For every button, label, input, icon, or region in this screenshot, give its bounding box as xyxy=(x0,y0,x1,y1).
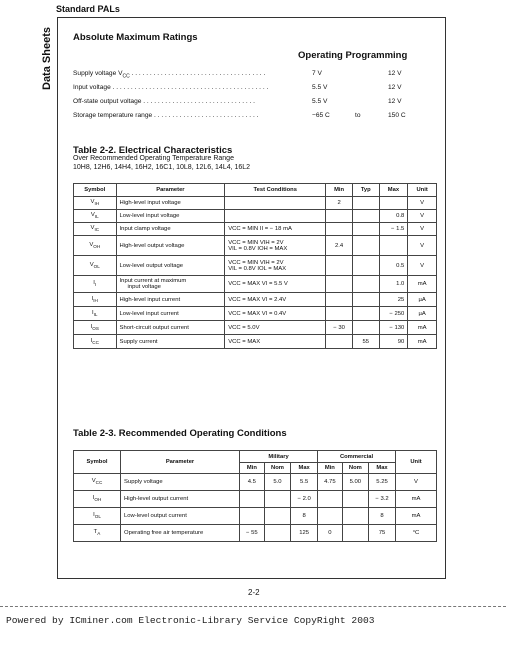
symbol-cell xyxy=(74,321,117,335)
electrical-characteristics-table xyxy=(73,183,437,349)
m-max-cell: 8 xyxy=(291,508,318,525)
parameter-text: Input clamp voltage xyxy=(119,226,171,232)
parameter-text: Short-circuit output current xyxy=(119,324,189,331)
unit-cell: V xyxy=(408,236,437,256)
condition-text: VCC = MIN VIH = 2V xyxy=(228,239,284,246)
side-tab xyxy=(18,20,53,90)
max-cell: − 130 xyxy=(379,321,408,335)
symbol-cell xyxy=(74,335,117,349)
header-symbol: Symbol xyxy=(74,184,117,197)
condition-cell xyxy=(225,223,326,236)
c-max-cell: − 3.2 xyxy=(369,491,396,508)
m-nom-cell xyxy=(264,508,290,525)
symbol-subscript: A xyxy=(97,531,101,537)
symbol: V xyxy=(89,261,94,268)
table-row xyxy=(74,236,437,256)
symbol-cell xyxy=(74,491,121,508)
parameter-cell xyxy=(116,293,225,307)
max-cell: − 250 xyxy=(379,307,408,321)
rating-programming: 12 V xyxy=(388,98,402,105)
table-header-row xyxy=(74,184,437,197)
header-typ: Typ xyxy=(352,184,379,197)
c-max-cell: 75 xyxy=(369,525,396,542)
parameter-cell xyxy=(116,210,225,223)
symbol-subscript: OH xyxy=(94,497,102,503)
table-row xyxy=(74,276,437,293)
condition-text: VCC = MAX VI = 5.5 V xyxy=(228,281,288,287)
rating-operating: 5.5 V xyxy=(312,84,328,91)
parameter-text: High-level input current xyxy=(119,296,181,303)
c-nom-cell xyxy=(342,525,368,542)
rating-leader: . . . . . . . . . . . . . . . . . . . . . . . . . . . . . xyxy=(152,112,259,119)
unit-cell: mA xyxy=(396,508,437,525)
parameter-cell: Operating free air temperature xyxy=(121,525,240,542)
typ-cell xyxy=(352,321,379,335)
table-row xyxy=(74,491,437,508)
symbol-cell xyxy=(74,236,117,256)
max-cell: 25 xyxy=(379,293,408,307)
header-com-max: Max xyxy=(369,463,396,474)
unit-cell: µA xyxy=(408,307,437,321)
header-symbol: Symbol xyxy=(74,451,121,474)
typ-cell xyxy=(352,276,379,293)
section-title: Standard PALs xyxy=(56,4,120,14)
table22-subtitle: Over Recommended Operating Temperature Range xyxy=(73,155,234,162)
parameter-cell xyxy=(116,335,225,349)
symbol: V xyxy=(90,225,95,232)
symbol-subscript: CC xyxy=(95,480,103,486)
m-max-cell: 125 xyxy=(291,525,318,542)
rating-row xyxy=(73,70,265,79)
header-max: Max xyxy=(379,184,408,197)
parameter-cell: Supply voltage xyxy=(121,474,240,491)
rating-label: Input voltage xyxy=(73,84,111,91)
typ-cell: 55 xyxy=(352,335,379,349)
typ-cell xyxy=(352,307,379,321)
typ-cell xyxy=(352,256,379,276)
symbol: I xyxy=(91,295,94,302)
unit-cell: V xyxy=(408,197,437,210)
side-tab-label: Data Sheets xyxy=(41,27,53,90)
table-row xyxy=(74,223,437,236)
parameter-cell: High-level output current xyxy=(121,491,240,508)
unit-cell: mA xyxy=(396,491,437,508)
rating-subscript: CC xyxy=(122,73,130,80)
c-min-cell xyxy=(318,491,343,508)
parameter-cell xyxy=(116,236,225,256)
max-cell xyxy=(379,197,408,210)
symbol: I xyxy=(93,512,95,519)
symbol-subscript: IH xyxy=(94,201,100,207)
condition-text: VCC = MIN VIH = 2V xyxy=(228,259,284,266)
c-nom-cell: 5.00 xyxy=(342,474,368,491)
m-nom-cell xyxy=(264,525,290,542)
rating-label: Off-state output voltage xyxy=(73,98,142,105)
m-max-cell: 5.5 xyxy=(291,474,318,491)
rating-programming: 12 V xyxy=(388,70,402,77)
symbol-subscript: OS xyxy=(92,326,99,332)
rating-operating: −65 C xyxy=(312,112,330,119)
unit-cell: V xyxy=(396,474,437,491)
c-max-cell: 8 xyxy=(369,508,396,525)
symbol-subscript: I xyxy=(94,282,97,288)
symbol: V xyxy=(90,199,95,206)
rating-row xyxy=(73,84,268,91)
table-row xyxy=(74,508,437,525)
header-mil-min: Min xyxy=(240,463,265,474)
symbol-cell xyxy=(74,197,117,210)
condition-text-2: VIL = 0.8V IOH = MAX xyxy=(228,245,288,252)
header-unit: Unit xyxy=(396,451,437,474)
parameter-text: Low-level input current xyxy=(119,310,179,317)
min-cell: 2.4 xyxy=(326,236,353,256)
condition-text: VCC = MAX VI = 0.4V xyxy=(228,310,287,317)
parameter-text: Low-level input voltage xyxy=(119,213,180,219)
header-test-conditions: Test Conditions xyxy=(225,184,326,197)
parameter-text: High-level output voltage xyxy=(119,242,185,249)
symbol-cell xyxy=(74,276,117,293)
table-row xyxy=(74,210,437,223)
header-parameter: Parameter xyxy=(121,451,240,474)
symbol-subscript: IL xyxy=(94,214,99,220)
m-max-cell: − 2.0 xyxy=(291,491,318,508)
symbol: I xyxy=(90,337,93,344)
symbol-cell xyxy=(74,307,117,321)
table-row xyxy=(74,321,437,335)
rating-leader: . . . . . . . . . . . . . . . . . . . . . . . . . . . . . . . . . . . . . . . . . . . xyxy=(110,84,269,91)
table-row xyxy=(74,293,437,307)
condition-cell xyxy=(225,307,326,321)
condition-cell xyxy=(225,293,326,307)
unit-cell: V xyxy=(408,256,437,276)
symbol: V xyxy=(90,212,95,219)
symbol-cell xyxy=(74,525,121,542)
parameter-text: High-level input voltage xyxy=(119,200,181,206)
divider xyxy=(0,606,506,607)
condition-text: VCC = MAX xyxy=(228,338,261,345)
symbol-cell xyxy=(74,210,117,223)
c-nom-cell xyxy=(342,491,368,508)
typ-cell xyxy=(352,197,379,210)
rating-row xyxy=(73,112,258,119)
m-min-cell: 4.5 xyxy=(240,474,265,491)
header-mil-nom: Nom xyxy=(264,463,290,474)
min-cell xyxy=(326,335,353,349)
abs-max-title: Absolute Maximum Ratings xyxy=(73,32,198,43)
min-cell xyxy=(326,307,353,321)
typ-cell xyxy=(352,210,379,223)
parameter-cell xyxy=(116,223,225,236)
symbol-subscript: OL xyxy=(93,264,100,270)
unit-cell: mA xyxy=(408,321,437,335)
table22-title: Table 2-2. Electrical Characteristics xyxy=(73,145,233,156)
symbol-subscript: CC xyxy=(92,340,99,346)
symbol-cell xyxy=(74,293,117,307)
m-nom-cell: 5.0 xyxy=(264,474,290,491)
c-min-cell xyxy=(318,508,343,525)
recommended-operating-table xyxy=(73,450,437,542)
symbol-subscript: IL xyxy=(93,312,98,318)
table-row xyxy=(74,307,437,321)
table-row xyxy=(74,335,437,349)
condition-cell xyxy=(225,236,326,256)
symbol: V xyxy=(91,478,96,485)
min-cell: − 30 xyxy=(326,321,353,335)
condition-cell xyxy=(225,256,326,276)
max-cell: 0.5 xyxy=(379,256,408,276)
parameter-cell xyxy=(116,197,225,210)
min-cell xyxy=(326,293,353,307)
table-row xyxy=(74,474,437,491)
parameter-text: Low-level output voltage xyxy=(119,262,184,269)
rating-programming: 12 V xyxy=(388,84,402,91)
m-min-cell: − 55 xyxy=(240,525,265,542)
header-com-nom: Nom xyxy=(342,463,368,474)
table-header-row xyxy=(74,451,437,463)
header-military: Military xyxy=(240,451,318,463)
condition-cell xyxy=(225,210,326,223)
header-commercial: Commercial xyxy=(318,451,396,463)
condition-cell xyxy=(225,335,326,349)
symbol-cell xyxy=(74,474,121,491)
symbol: T xyxy=(93,529,98,536)
symbol: V xyxy=(89,241,94,248)
max-cell: 1.0 xyxy=(379,276,408,293)
rating-leader: . . . . . . . . . . . . . . . . . . . . . . . . . . . . . . . xyxy=(141,98,256,105)
unit-cell: µA xyxy=(408,293,437,307)
table23-title: Table 2-3. Recommended Operating Conditions xyxy=(73,428,287,439)
rating-label: Supply voltage V xyxy=(73,70,123,77)
max-cell: 0.8 xyxy=(379,210,408,223)
condition-text: VCC = MIN II = − 18 mA xyxy=(228,226,292,232)
parameter-text: Supply current xyxy=(119,338,158,345)
rating-programming: 150 C xyxy=(388,112,406,119)
c-max-cell: 5.25 xyxy=(369,474,396,491)
typ-cell xyxy=(352,236,379,256)
powered-by-footer: Powered by ICminer.com Electronic-Library Service CopyRight 2003 xyxy=(6,615,375,626)
symbol-cell xyxy=(74,256,117,276)
header-min: Min xyxy=(326,184,353,197)
parameter-cell xyxy=(116,321,225,335)
min-cell xyxy=(326,223,353,236)
min-cell xyxy=(326,210,353,223)
rating-to: to xyxy=(355,112,361,119)
rating-operating: 7 V xyxy=(312,70,322,77)
m-nom-cell xyxy=(264,491,290,508)
unit-cell: V xyxy=(408,223,437,236)
symbol-subscript: IH xyxy=(93,298,98,304)
symbol: I xyxy=(92,495,95,502)
condition-cell xyxy=(225,276,326,293)
symbol: I xyxy=(90,323,93,330)
parameter-cell: Low-level output current xyxy=(121,508,240,525)
typ-cell xyxy=(352,293,379,307)
c-min-cell: 0 xyxy=(318,525,343,542)
symbol-subscript: OH xyxy=(93,244,101,250)
symbol-subscript: IC xyxy=(94,227,100,233)
condition-cell xyxy=(225,321,326,335)
op-prog-title: Operating Programming xyxy=(298,50,408,61)
condition-text: VCC = 5.0V xyxy=(228,324,260,331)
parameter-text: Input current at maximum xyxy=(119,278,187,284)
page-number: 2-2 xyxy=(248,588,260,597)
symbol-cell xyxy=(74,508,121,525)
parameter-cell xyxy=(116,256,225,276)
rating-row xyxy=(73,98,255,105)
table-row xyxy=(74,197,437,210)
m-min-cell xyxy=(240,508,265,525)
c-nom-cell xyxy=(342,508,368,525)
condition-text: VCC = MAX VI = 2.4V xyxy=(228,296,287,303)
typ-cell xyxy=(352,223,379,236)
min-cell xyxy=(326,256,353,276)
table22-devices: 10H8, 12H6, 14H4, 16H2, 16C1, 10L8, 12L6, 14L4, 16L2 xyxy=(73,164,251,171)
symbol: I xyxy=(92,309,94,316)
parameter-cell xyxy=(116,276,225,293)
table-row xyxy=(74,525,437,542)
max-cell: − 1.5 xyxy=(379,223,408,236)
condition-cell xyxy=(225,197,326,210)
c-min-cell: 4.75 xyxy=(318,474,343,491)
symbol: I xyxy=(93,280,95,287)
unit-cell: °C xyxy=(396,525,437,542)
unit-cell: mA xyxy=(408,335,437,349)
rating-leader: . . . . . . . . . . . . . . . . . . . . . . . . . . . . . . . . . . . . . xyxy=(129,70,266,77)
header-mil-max: Max xyxy=(291,463,318,474)
parameter-cell xyxy=(116,307,225,321)
unit-cell: V xyxy=(408,210,437,223)
min-cell: 2 xyxy=(326,197,353,210)
header-parameter: Parameter xyxy=(116,184,225,197)
max-cell: 90 xyxy=(379,335,408,349)
max-cell xyxy=(379,236,408,256)
parameter-text-2: input voltage xyxy=(127,284,161,290)
rating-operating: 5.5 V xyxy=(312,98,328,105)
min-cell xyxy=(326,276,353,293)
condition-text-2: VIL = 0.8V IOL = MAX xyxy=(228,265,287,272)
rating-label: Storage temperature range xyxy=(73,112,153,119)
header-com-min: Min xyxy=(318,463,343,474)
symbol-cell xyxy=(74,223,117,236)
symbol-subscript: OL xyxy=(94,514,101,520)
header-unit: Unit xyxy=(408,184,437,197)
table-row xyxy=(74,256,437,276)
unit-cell: mA xyxy=(408,276,437,293)
m-min-cell xyxy=(240,491,265,508)
